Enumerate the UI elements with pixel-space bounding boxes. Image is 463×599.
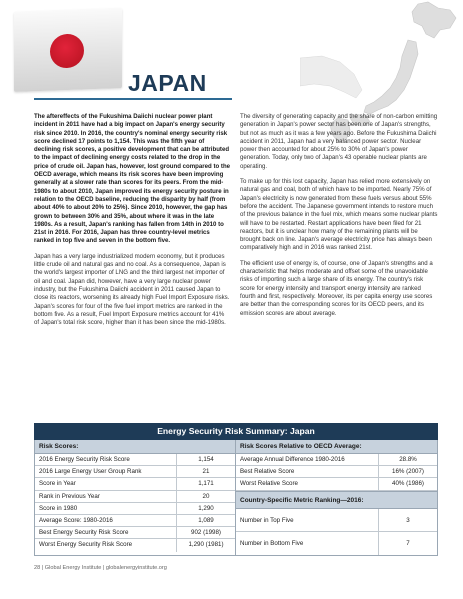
table-row: Worst Relative Score 40% (1986) xyxy=(236,478,437,490)
table-title: Energy Security Risk Summary: Japan xyxy=(34,423,438,440)
lead-paragraph: The aftereffects of the Fukushima Daiichi nuclear power plant incident in 2011 have had a big impact on Japan's energy security risk since 2010. In 2016, the country's nominal energy security risk score declined 17 points to 1,154. This was the fifth year of declining risk scores, a positive development that can be attributed to the impact of declining energy costs related to the drop in the price of crude oil. Japan has, however, lost ground compared to the OECD average, which means its risk scores have been improving generally at a slower rate than scores for its peers. From the mid-1980s to about 2010, Japan improved its energy security posture in relation to the OECD baseline, reducing the disparity by half (from about 40% to about 20% to 25%). Since 2010, however, the gap has grown to between 30% and 35%, about where it was in the late 1980s. As a result, Japan's ranking has fallen from 14th in 2010 to 21st in 2016. For 2016, Japan has three country-level metrics ranked in top five and seven in the bottom five. xyxy=(34,113,231,245)
page-title: JAPAN xyxy=(128,70,207,96)
body-paragraph: Japan has a very large industrialized modern economy, but it produces little crude oil and natural gas and no coal. As a consequence, Japan is the world's largest importer of LNG and the third largest net importer of oil and coal. Japan did, however, have a very large nuclear power industry, but the Fukushima Daiichi accident in 2011 caused Japan to close its reactors, worsening its already high Fuel Import Exposure risks. Japan's scores for four of the five fuel import metrics are ranked in the bottom five. As a result, Fuel Import Exposure metrics account for 41% of Japan's total risk score, higher than it has been since the mid-1980s. xyxy=(34,252,230,327)
relative-scores-header: Risk Scores Relative to OECD Average: xyxy=(236,440,437,454)
title-divider xyxy=(34,98,232,100)
table-grid xyxy=(34,440,438,556)
right-text-column xyxy=(240,113,438,325)
flag-sun xyxy=(50,33,84,68)
table-row: 2016 Large Energy User Group Rank 21 xyxy=(35,466,235,478)
table-row: Average Score: 1980-2016 1,089 xyxy=(35,515,235,527)
table-row: Best Energy Security Risk Score 902 (1998) xyxy=(35,527,235,539)
risk-scores-header: Risk Scores: xyxy=(35,440,235,454)
table-row: Worst Energy Security Risk Score 1,290 (1981) xyxy=(35,539,235,551)
table-row: Number in Bottom Five 7 xyxy=(236,532,437,555)
table-row: Score in Year 1,171 xyxy=(35,478,235,490)
body-paragraph: The diversity of generating capacity and the share of non-carbon emitting generation in Japan's power sector has been one of Japan's strengths, but not as much as it was a few years ago. Before the Fukushima Daiichi accident in 2011, Japan had a very balanced power sector. Nuclear power then accounted for about 25% to 30% of Japan's power generation. Today, only two of Japan's 43 operable nuclear plants are operating. xyxy=(240,113,438,170)
table-row: Score in 1980 1,290 xyxy=(35,503,235,515)
page-footer: 28 | Global Energy Institute | globalenergyinstitute.org xyxy=(34,565,167,571)
relative-scores-column xyxy=(236,440,437,555)
table-row: Best Relative Score 16% (2007) xyxy=(236,466,437,478)
risk-summary-table xyxy=(34,423,438,556)
table-row: Rank in Previous Year 20 xyxy=(35,491,235,503)
metric-ranking-subheader: Country-Specific Metric Ranking—2016: xyxy=(236,491,437,509)
body-paragraph: To make up for this lost capacity, Japan has relied more extensively on natural gas and coal, both of which have to be imported. Nearly 75% of Japan's electricity is now generated from these fuels versus about 55% before the accident. The Japanese government intends to restore much of the previous balance in the fuel mix, which means some nuclear plants will have to be restarted. Restart applications have been filed for 21 reactors, but it is unclear how many of the remaining plants will be brought back on line. Japan's average electricity price has always been comparatively high and in 2016 was ranked 21st. xyxy=(240,178,438,252)
risk-scores-column xyxy=(35,440,236,555)
japan-flag-image xyxy=(14,8,122,92)
body-paragraph: The efficient use of energy is, of course, one of Japan's strengths and a characteristic that helps moderate and offset some of the unavoidable risks of importing such a large share of its energy. The country's risk score for energy intensity and transport energy intensity are ranked fourth and first, respectively. Moreover, its per capita energy use scores are better than the corresponding scores for its OECD peers, and its emission scores are about average. xyxy=(240,259,433,317)
table-row: 2016 Energy Security Risk Score 1,154 xyxy=(35,454,235,466)
left-text-column xyxy=(34,113,231,334)
table-row: Average Annual Difference 1980-2016 28.8% xyxy=(236,454,437,466)
table-row: Number in Top Five 3 xyxy=(236,509,437,532)
